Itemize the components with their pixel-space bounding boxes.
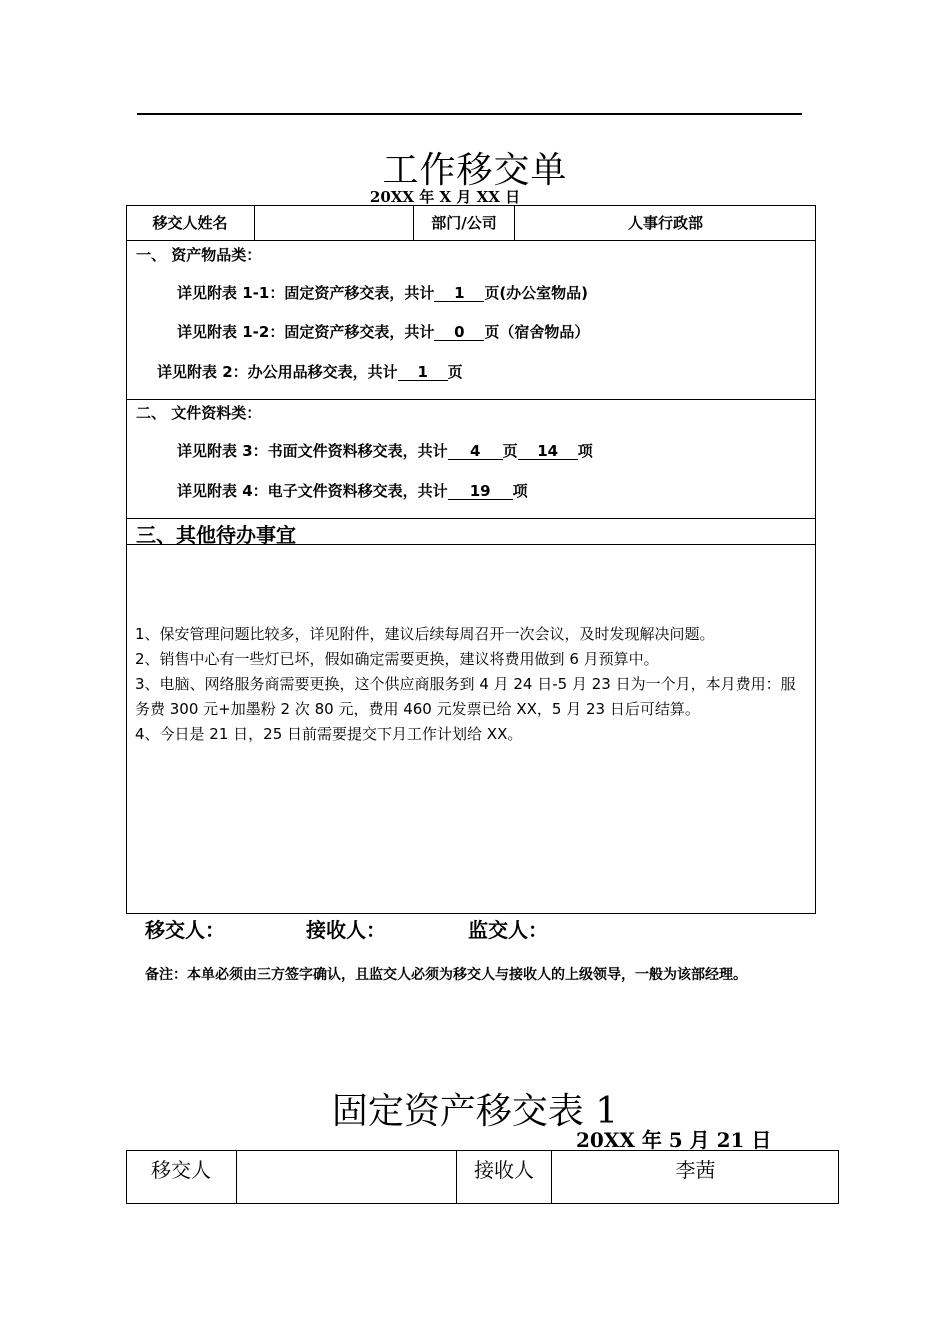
line-text: 页(办公室物品)	[484, 284, 589, 302]
todo-item: 2、销售中心有一些灯已坏，假如确定需要更换，建议将费用做到 6 月预算中。	[135, 650, 659, 668]
page-count: 1	[434, 285, 484, 302]
name-value[interactable]	[255, 205, 413, 241]
table2-receiver-value[interactable]: 李茜	[675, 1158, 716, 1182]
page-count: 1	[398, 364, 448, 381]
line-text: 项	[577, 442, 593, 460]
table2-handover-label: 移交人	[151, 1158, 211, 1182]
form-table	[126, 205, 816, 914]
line-text: 项	[512, 482, 528, 500]
receiver-signature: 接收人：	[306, 918, 386, 942]
name-label: 移交人姓名	[152, 214, 228, 232]
section1-heading: 一、 资产物品类：	[136, 246, 262, 264]
section1-line3	[157, 361, 463, 382]
page-count: 0	[434, 324, 484, 341]
todo-item: 4、今日是 21 日，25 日前需要提交下月工作计划给 XX。	[135, 725, 523, 743]
todo-item: 1、保安管理问题比较多，详见附件，建议后续每周召开一次会议，及时发现解决问题。	[135, 625, 715, 643]
line-text: 详见附表 3：书面文件资料移交表，共计	[177, 442, 448, 460]
form-title: 工作移交单	[382, 150, 568, 191]
page-count: 4	[448, 443, 503, 460]
section1-line2	[177, 321, 589, 342]
col-divider	[236, 1150, 237, 1204]
line-text: 页	[502, 442, 518, 460]
table2-date: 20XX 年 5 月 21 日	[576, 1128, 772, 1152]
line-text: 页	[447, 363, 463, 381]
form-note: 备注：本单必须由三方签字确认，且监交人必须为移交人与接收人的上级领导，一般为该部经理。	[145, 967, 747, 983]
line-text: 详见附表 4：电子文件资料移交表，共计	[177, 482, 448, 500]
section2-line2	[177, 480, 528, 501]
section3-heading: 三、其他待办事宜	[136, 523, 296, 547]
section1-line1	[177, 282, 588, 303]
line-text: 详见附表 2：办公用品移交表，共计	[157, 363, 398, 381]
item-count: 19	[448, 483, 513, 500]
line-text: 页（宿舍物品）	[484, 323, 590, 341]
line-text: 详见附表 1-2：固定资产移交表，共计	[177, 323, 435, 341]
table2-receiver-label: 接收人	[474, 1158, 534, 1182]
handover-signature: 移交人：	[145, 918, 225, 942]
todo-list	[135, 622, 810, 747]
supervisor-signature: 监交人：	[468, 918, 548, 942]
section2-line1	[177, 440, 593, 461]
table2-title: 固定资产移交表 1	[331, 1091, 619, 1132]
form-date: 20XX 年 X 月 XX 日	[369, 188, 521, 206]
todo-item: 3、电脑、网络服务商需要更换，这个供应商服务到 4 月 24 日-5 月 23 日为一个月，本月费用：服务费 300 元+加墨粉 2 次 80 元，费用 460 元发票已给 XX，5 月 23 日后可结算。	[135, 675, 796, 718]
dept-value[interactable]: 人事行政部	[627, 214, 703, 232]
item-count: 14	[518, 443, 578, 460]
row-divider	[126, 399, 816, 400]
top-rule	[137, 113, 802, 115]
line-text: 详见附表 1-1：固定资产移交表，共计	[177, 284, 435, 302]
dept-label: 部门/公司	[431, 214, 497, 232]
section2-heading: 二、 文件资料类：	[136, 404, 262, 422]
